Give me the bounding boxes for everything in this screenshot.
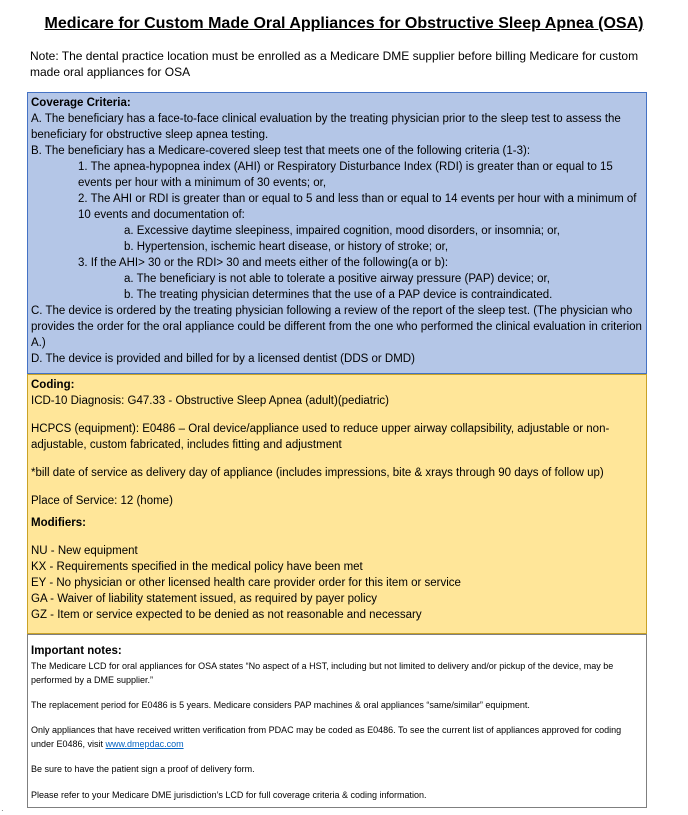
modifier-item: GZ - Item or service expected to be denied as not reasonable and necessary <box>31 609 422 621</box>
criterion-b1: 1. The apnea-hypopnea index (AHI) or Respiratory Disturbance Index (RDI) is greater than or equal to 15 events per hour with a minimum of 30 events; or, <box>78 161 613 189</box>
coding-section <box>27 374 647 634</box>
criterion-b2: 2. The AHI or RDI is greater than or equal to 5 and less than or equal to 14 events per hour with a minimum of 10 events and documentation of: <box>78 193 637 221</box>
criterion-a: A. The beneficiary has a face-to-face clinical evaluation by the treating physician prior to the sleep test to assess the beneficiary for obstructive sleep apnea testing. <box>31 113 621 141</box>
coverage-criteria-section <box>27 92 647 374</box>
modifier-item: GA - Waiver of liability statement issued, as required by payer policy <box>31 593 377 605</box>
page-marker: · <box>1 806 4 815</box>
hcpcs-code: HCPCS (equipment): E0486 – Oral device/appliance used to reduce upper airway collapsibility, adjustable or non-adjustable, custom fabricated, includes fitting and adjustment <box>31 423 610 451</box>
coding-heading: Coding: <box>31 379 75 391</box>
bill-date-note: *bill date of service as delivery day of appliance (includes impressions, bite & xrays through 90 days of follow up) <box>31 467 604 479</box>
notes-heading: Important notes: <box>31 645 122 657</box>
criterion-c: C. The device is ordered by the treating physician following a review of the report of the sleep test. (The physician who provides the order for the oral appliance could be different from the one who performed the clinical evaluation in criterion A.) <box>31 305 642 349</box>
note-hst: The Medicare LCD for oral appliances for OSA states “No aspect of a HST, including but not limited to delivery and/or pickup of the device, may be performed by a DME supplier.” <box>31 661 614 685</box>
criterion-b2b: b. Hypertension, ischemic heart disease, or history of stroke; or, <box>124 241 449 253</box>
modifier-item: KX - Requirements specified in the medical policy have been met <box>31 561 363 573</box>
icd-diagnosis: ICD-10 Diagnosis: G47.33 - Obstructive Sleep Apnea (adult)(pediatric) <box>31 395 389 407</box>
criterion-b3: 3. If the AHI> 30 or the RDI> 30 and meets either of the following(a or b): <box>78 257 449 269</box>
enrollment-note: Note: The dental practice location must be enrolled as a Medicare DME supplier before billing Medicare for custom made oral appliances for OSA <box>30 49 639 79</box>
pdac-link[interactable]: www.dmepdac.com <box>105 739 184 749</box>
note-proof-of-delivery: Be sure to have the patient sign a proof of delivery form. <box>31 764 255 774</box>
note-pdac-text: Only appliances that have received written verification from PDAC may be coded as E0486. To see the current list of appliances approved for coding under E0486, visit <box>31 725 622 749</box>
place-of-service: Place of Service: 12 (home) <box>31 495 173 507</box>
modifier-item: NU - New equipment <box>31 545 138 557</box>
note-lcd-reference: Please refer to your Medicare DME jurisdiction’s LCD for full coverage criteria & coding information. <box>31 790 427 800</box>
note-replacement: The replacement period for E0486 is 5 years. Medicare considers PAP machines & oral appliances “same/similar” equipment. <box>31 700 530 710</box>
coverage-heading: Coverage Criteria: <box>31 97 131 109</box>
criterion-b3b: b. The treating physician determines that the use of a PAP device is contraindicated. <box>124 289 553 301</box>
modifiers-heading: Modifiers: <box>31 517 86 529</box>
criterion-b: B. The beneficiary has a Medicare-covered sleep test that meets one of the following criteria (1-3): <box>31 145 531 157</box>
note-pdac <box>31 723 642 751</box>
modifier-item: EY - No physician or other licensed health care provider order for this item or service <box>31 577 461 589</box>
criterion-b2a: a. Excessive daytime sleepiness, impaired cognition, mood disorders, or insomnia; or, <box>124 225 560 237</box>
criterion-b3a: a. The beneficiary is not able to tolerate a positive airway pressure (PAP) device; or, <box>124 273 550 285</box>
page-title: Medicare for Custom Made Oral Appliances for Obstructive Sleep Apnea (OSA) <box>44 15 644 32</box>
important-notes-section <box>27 634 647 808</box>
criterion-d: D. The device is provided and billed for by a licensed dentist (DDS or DMD) <box>31 353 415 365</box>
